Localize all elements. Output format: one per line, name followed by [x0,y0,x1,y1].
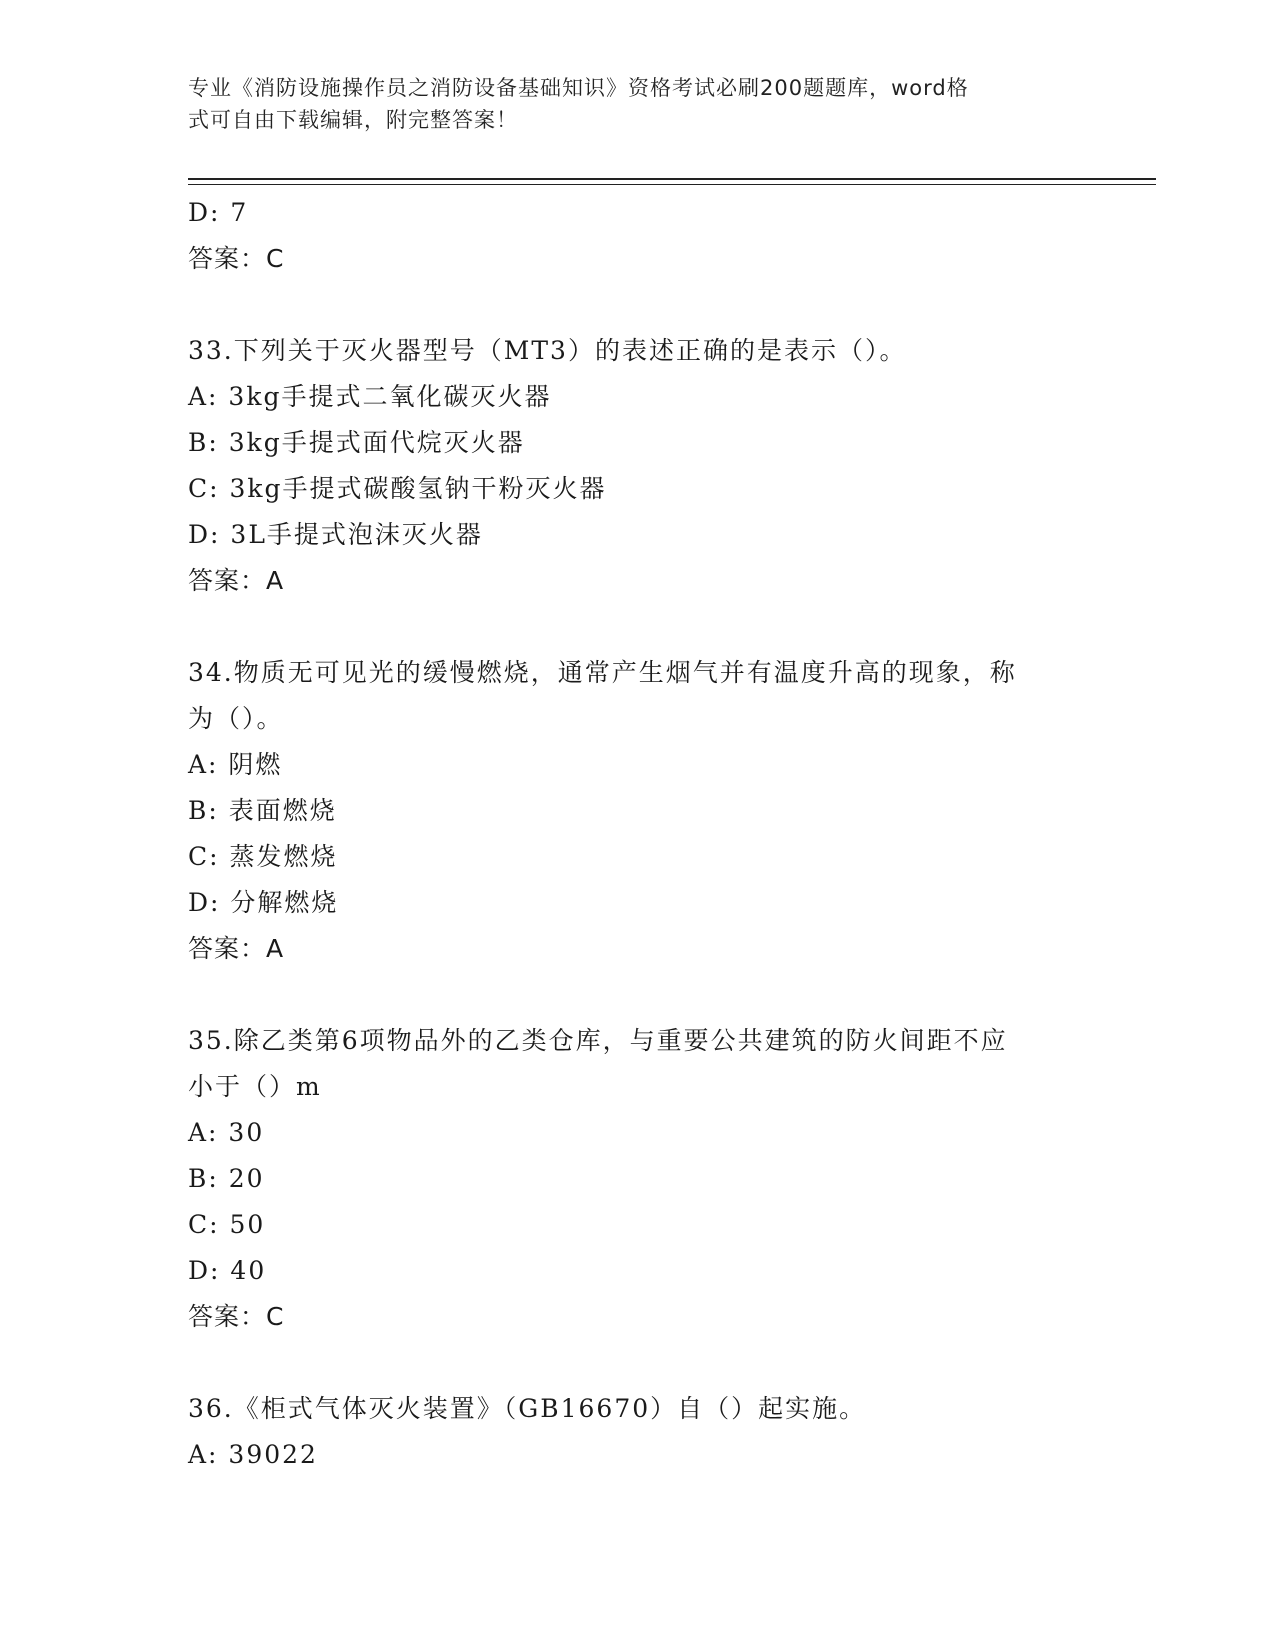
previous-question-tail [188,190,1088,282]
question-text: 33.下列关于灭火器型号（MT3）的表述正确的是表示（）。 [188,336,907,365]
question-35 [188,1018,1088,1340]
option-a: A: 阴燃 [188,750,283,779]
question-text-continued: 为（）。 [188,704,284,733]
option-a: A: 3kg手提式二氧化碳灭火器 [188,382,552,411]
option-b: B: 3kg手提式面代烷灭火器 [188,428,525,457]
spacer [188,972,1088,1018]
document-header [188,72,1068,136]
answer-line: 答案：C [188,244,285,273]
question-text: 36.《柜式气体灭火装置》（GB16670）自（）起实施。 [188,1394,867,1423]
option-c: C: 50 [188,1210,266,1239]
spacer [188,1340,1088,1386]
option-a: A: 30 [188,1118,265,1147]
option-d: D: 分解燃烧 [188,888,339,917]
option-b: B: 表面燃烧 [188,796,337,825]
question-34 [188,650,1088,972]
question-text: 34.物质无可见光的缓慢燃烧，通常产生烟气并有温度升高的现象，称 [188,658,1017,687]
answer-line: 答案：A [188,566,285,595]
question-36 [188,1386,1088,1478]
header-line-2: 式可自由下载编辑，附完整答案！ [188,108,518,132]
question-text-continued: 小于（）m [188,1072,322,1101]
question-33 [188,328,1088,604]
answer-line: 答案：A [188,934,285,963]
option-a: A: 39022 [188,1440,318,1469]
option-d: D: 3L手提式泡沫灭火器 [188,520,483,549]
answer-line: 答案：C [188,1302,285,1331]
option-b: B: 20 [188,1164,265,1193]
option-c: C: 蒸发燃烧 [188,842,338,871]
question-text: 35.除乙类第6项物品外的乙类仓库，与重要公共建筑的防火间距不应 [188,1026,1008,1055]
spacer [188,282,1088,328]
option-d: D: 40 [188,1256,267,1285]
header-line-1: 专业《消防设施操作员之消防设备基础知识》资格考试必刷200题题库，word格 [188,76,969,100]
header-divider-thin [188,184,1156,185]
option-d: D: 7 [188,198,249,227]
option-c: C: 3kg手提式碳酸氢钠干粉灭火器 [188,474,607,503]
header-divider-thick [188,178,1156,180]
question-list [188,190,1088,1478]
spacer [188,604,1088,650]
